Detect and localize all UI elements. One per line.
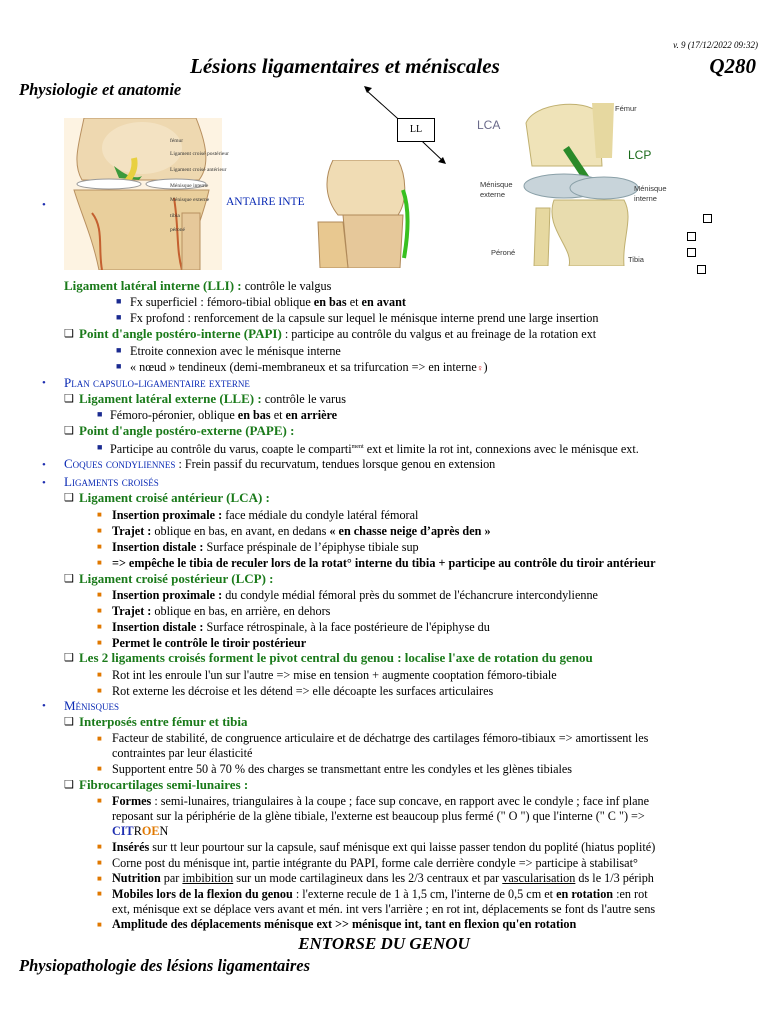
heading-menisques: Ménisques [64,698,120,713]
lli-profond: Fx profond : renforcement de la capsule sur lequel le ménisque interne prend une large insertion [130,311,599,325]
bullet-square-orange: ■ [97,842,102,851]
bullet-square: ■ [97,442,103,452]
label-menisque-int-3d: Ménisque interne [634,184,667,203]
pape-participe: Participe au contrôle du varus, coapte le comparti$^{ment}$ ext et limite la rot int, connexions avec le ménisque ext. [110,442,639,457]
bullet-square-orange: ■ [97,558,102,567]
bullet-square: ■ [116,361,122,371]
checkbox-icon: ❑ [64,779,74,791]
label-femur-3d: Fémur [615,104,637,113]
bullet-square: ■ [116,345,122,355]
heading-plan-externe: Plan capsulo-ligamentaire externe [64,375,250,390]
female-symbol-icon: ♀ [476,363,484,373]
bullet-square-orange: ■ [97,526,102,535]
mobiles-line-2: ext, ménisque ext se déplace vers avant et mén. int vers l'arrière ; en rot int, déplacements se font ds l'autre sens [112,902,656,916]
lca-insertion-proximale: Insertion proximale : face médiale du condyle latéral fémoral [112,508,419,522]
page-title: Lésions ligamentaires et méniscales [190,54,500,78]
checkbox-square [687,248,696,257]
citroen-mnemonic: CITROEN [112,824,169,838]
label-lca: Ligament croisé antérieur [170,167,227,173]
checkbox-square [687,232,696,241]
bullet-square-orange: ■ [97,510,102,519]
bullet-square-orange: ■ [97,590,102,599]
lca-role: => empêche le tibia de reculer lors de la rotat° interne du tibia + participe au contrôle du tiroir antérieur [112,556,656,570]
label-menisque-ext-3d: Ménisque externe [480,180,513,199]
label-femur: fémur [170,138,184,144]
lli-superficiel: Fx superficiel : fémoro-tibial oblique en bas et en avant [130,295,406,309]
checkbox-icon: ❑ [64,328,74,340]
bullet-square-orange: ■ [97,670,102,679]
interposes-facteur-1: Facteur de stabilité, de congruence articulaire et de déchatrge des cartilages fémoro-tibiaux => amortissent les [112,731,649,745]
label-menisque-int: Ménisque interne [170,183,209,189]
corne-line: Corne post du ménisque int, partie intégrante du PAPI, forme cale derrière condyle => participe à stabilisat° [112,856,638,870]
lcp-trajet: Trajet : oblique en bas, en arrière, en dehors [112,604,331,618]
bullet-square-orange: ■ [97,764,102,773]
bullet-dot: • [42,377,46,389]
bullet-square: ■ [116,296,122,306]
interposes-charges: Supportent entre 50 à 70 % des charges se transmettant entre les condyles et les glènes tibiales [112,762,573,776]
mobiles-line-1: Mobiles lors de la flexion du genou : l'externe recule de 1 à 1,5 cm, l'interne de 0,5 cm et en rotation :en rot [112,887,648,901]
formes-line-2: reposant sur la périphérie de la glène tibiale, l'externe est beaucoup plus fermé (" O ") que l'interne (" C ") => [112,809,645,823]
papi-connexion: Etroite connexion avec le ménisque interne [130,344,341,358]
lcp-role: Permet le contrôle le tiroir postérieur [112,636,307,650]
lle-femoro-peronier: Fémoro-péronier, oblique en bas et en arrière [110,408,338,422]
bullet-dot: • [42,700,46,712]
interposes-facteur-2: contraintes par leur élasticité [112,746,253,760]
lca-trajet: Trajet : oblique en bas, en avant, en dedans « en chasse neige d’après den » [112,524,491,538]
bullet-dot: • [42,477,46,489]
bullet-square-orange: ■ [97,796,102,805]
knee-3d-figure [474,98,668,266]
label-perone-3d: Péroné [491,248,516,257]
knee-lateral-figure [308,160,423,268]
heading-ligaments-croises: Ligaments croisés [64,474,159,489]
amplitude-line: Amplitude des déplacements ménisque ext >> ménisque int, tant en flexion qu'en rotation [112,917,577,931]
bullet-square-orange: ■ [97,686,102,695]
bullet-square-orange: ■ [97,638,102,647]
bullet-square-orange: ■ [97,889,102,898]
lca-heading: Ligament croisé antérieur (LCA) : [79,490,270,505]
formes-line-1: Formes : semi-lunaires, triangulaires à la coupe ; face sup concave, en rapport avec le condyle ; face inf plane [112,794,650,808]
bullet-square-orange: ■ [97,542,102,551]
bullet-square: ■ [97,409,103,419]
label-tibia: tibia [170,213,180,219]
bullet-square-orange: ■ [97,858,102,867]
section-physiologie: Physiologie et anatomie [19,80,182,99]
pivot-rot-ext: Rot externe les décroise et les détend => elle décoapte les surfaces articulaires [112,684,494,698]
checkbox-icon: ❑ [64,393,74,405]
label-lca-3d: LCA [477,118,501,132]
lcp-heading: Ligament croisé postérieur (LCP) : [79,571,274,586]
bullet-square-orange: ■ [97,874,102,883]
bullet-square-orange: ■ [97,920,102,929]
pape-heading: Point d'angle postéro-externe (PAPE) : [79,423,295,438]
bullet-square-orange: ■ [97,734,102,743]
label-lcp: Ligament croisé postérieur [170,151,229,157]
lli-line: Ligament latéral interne (LLI) : contrôle le valgus [64,278,332,293]
ll-label-box: LL [397,118,435,142]
coques-line: Coques condyliennes : Frein passif du recurvatum, tendues lorsque genou en extension [64,456,496,471]
inseres-line: Insérés sur tt leur pourtour sur la capsule, sauf ménisque ext qui laisse passer tendon du poplité (hiatus poplité) [112,840,656,854]
section-physiopathologie: Physiopathologie des lésions ligamentaires [19,956,311,975]
section-entorse: ENTORSE DU GENOU [298,934,470,953]
checkbox-icon: ❑ [64,652,74,664]
knee-figure-labels [170,136,230,235]
bullet-dot: • [42,199,46,211]
label-tibia-3d: Tibia [628,255,644,264]
pivot-rot-int: Rot int les enroule l'un sur l'autre => mise en tension + augmente cooptation fémoro-tibiale [112,668,557,682]
bullet-square-orange: ■ [97,606,102,615]
bullet-square-orange: ■ [97,622,102,631]
pivot-heading: Les 2 ligaments croisés forment le pivot central du genou : localise l'axe de rotation du genou [79,650,593,665]
checkbox-icon: ❑ [64,573,74,585]
heading-plan-interne-fragment: ANTAIRE INTE [226,196,305,208]
interposes-heading: Interposés entre fémur et tibia [79,714,248,729]
checkbox-square [697,265,706,274]
label-lcp-3d: LCP [628,148,652,162]
lca-insertion-distale: Insertion distale : Surface préspinale de l’épiphyse tibiale sup [112,540,419,554]
fibro-heading: Fibrocartilages semi-lunaires : [79,777,249,792]
papi-line: Point d'angle postéro-interne (PAPI) : participe au contrôle du valgus et au freinage de la rotation ext [79,326,597,341]
lcp-insertion-proximale: Insertion proximale : du condyle médial fémoral près du sommet de l'échancrure intercondylienne [112,588,598,602]
checkbox-square [703,214,712,223]
nutrition-line: Nutrition par imbibition sur un mode cartilagineux dans les 2/3 centraux et par vascularisation ds le 1/3 périph [112,871,654,885]
papi-noeud: « nœud » tendineux (demi-membraneux et sa trifurcation => en interne♀) [130,360,488,374]
label-menisque-ext: Ménisque externe [170,197,210,203]
lcp-insertion-distale: Insertion distale : Surface rétrospinale, à la face postérieure de l'épiphyse du [112,620,490,634]
version-label: v. 9 (17/12/2022 09:32) [673,40,758,50]
label-perone: péroné [170,227,185,233]
checkbox-icon: ❑ [64,492,74,504]
checkbox-icon: ❑ [64,716,74,728]
lle-line: Ligament latéral externe (LLE) : contrôle le varus [79,391,346,406]
bullet-dot: • [42,459,46,471]
checkbox-icon: ❑ [64,425,74,437]
bullet-square: ■ [116,312,122,322]
item-code: Q280 [709,54,756,78]
